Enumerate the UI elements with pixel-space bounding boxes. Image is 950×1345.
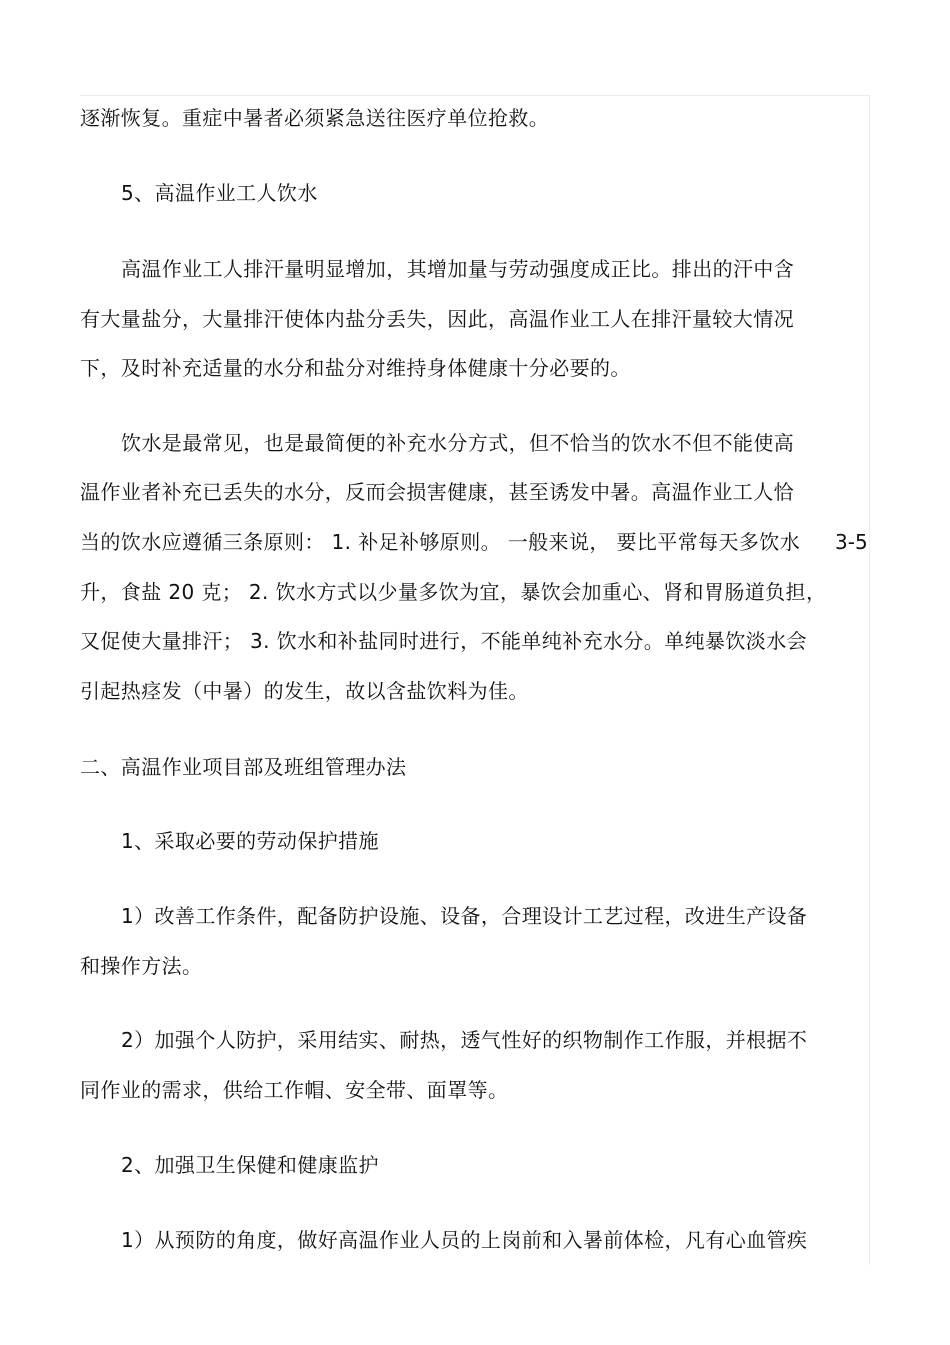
text-line: 逐渐恢复。重症中暑者必须紧急送往医疗单位抢救。 [80,106,550,130]
text-line: 有大量盐分，大量排汗使体内盐分丢失，因此，高温作业工人在排汗量较大情况 [80,307,794,331]
text-line: 1）改善工作条件，配备防护设施、设备，合理设计工艺过程，改进生产设备 [121,904,808,928]
text-line: 同作业的需求，供给工作帽、安全带、面罩等。 [80,1078,509,1102]
page-right-border [869,95,870,1265]
text-line: 和操作方法。 [80,954,203,978]
text-line: 温作业者补充已丢失的水分，反而会损害健康，甚至诱发中暑。高温作业工人恰 [80,480,794,504]
text-line: 升，食盐 20 克； 2. 饮水方式以少量多饮为宜，暴饮会加重心、肾和胃肠道负担， [80,580,827,604]
page-top-border [80,95,870,96]
text-line: 2）加强个人防护，采用结实、耐热，透气性好的织物制作工作服，并根据不 [121,1028,808,1052]
text-line: 饮水是最常见，也是最简便的补充水分方式，但不恰当的饮水不但不能使高 [121,431,795,455]
text-line: 当的饮水应遵循三条原则： 1. 补足补够原则。 一般来说， 要比平常每天多饮水 [80,530,801,554]
chapter-heading: 二、高温作业项目部及班组管理办法 [80,755,407,779]
text-line: 下，及时补充适量的水分和盐分对维持身体健康十分必要的。 [80,356,631,380]
section-heading: 2、加强卫生保健和健康监护 [121,1153,379,1177]
text-line: 又促使大量排汗； 3. 饮水和补盐同时进行，不能单纯补充水分。单纯暴饮淡水会 [80,629,807,653]
text-line: 高温作业工人排汗量明显增加，其增加量与劳动强度成正比。排出的汗中含 [121,257,795,281]
section-heading: 5、高温作业工人饮水 [121,181,318,205]
text-line: 1）从预防的角度，做好高温作业人员的上岗前和入暑前体检，凡有心血管疾 [121,1228,808,1252]
text-line: 引起热痉发（中暑）的发生，故以含盐饮料为佳。 [80,679,529,703]
section-heading: 1、采取必要的劳动保护措施 [121,829,379,853]
line-end-value: 3-5 [835,530,868,554]
